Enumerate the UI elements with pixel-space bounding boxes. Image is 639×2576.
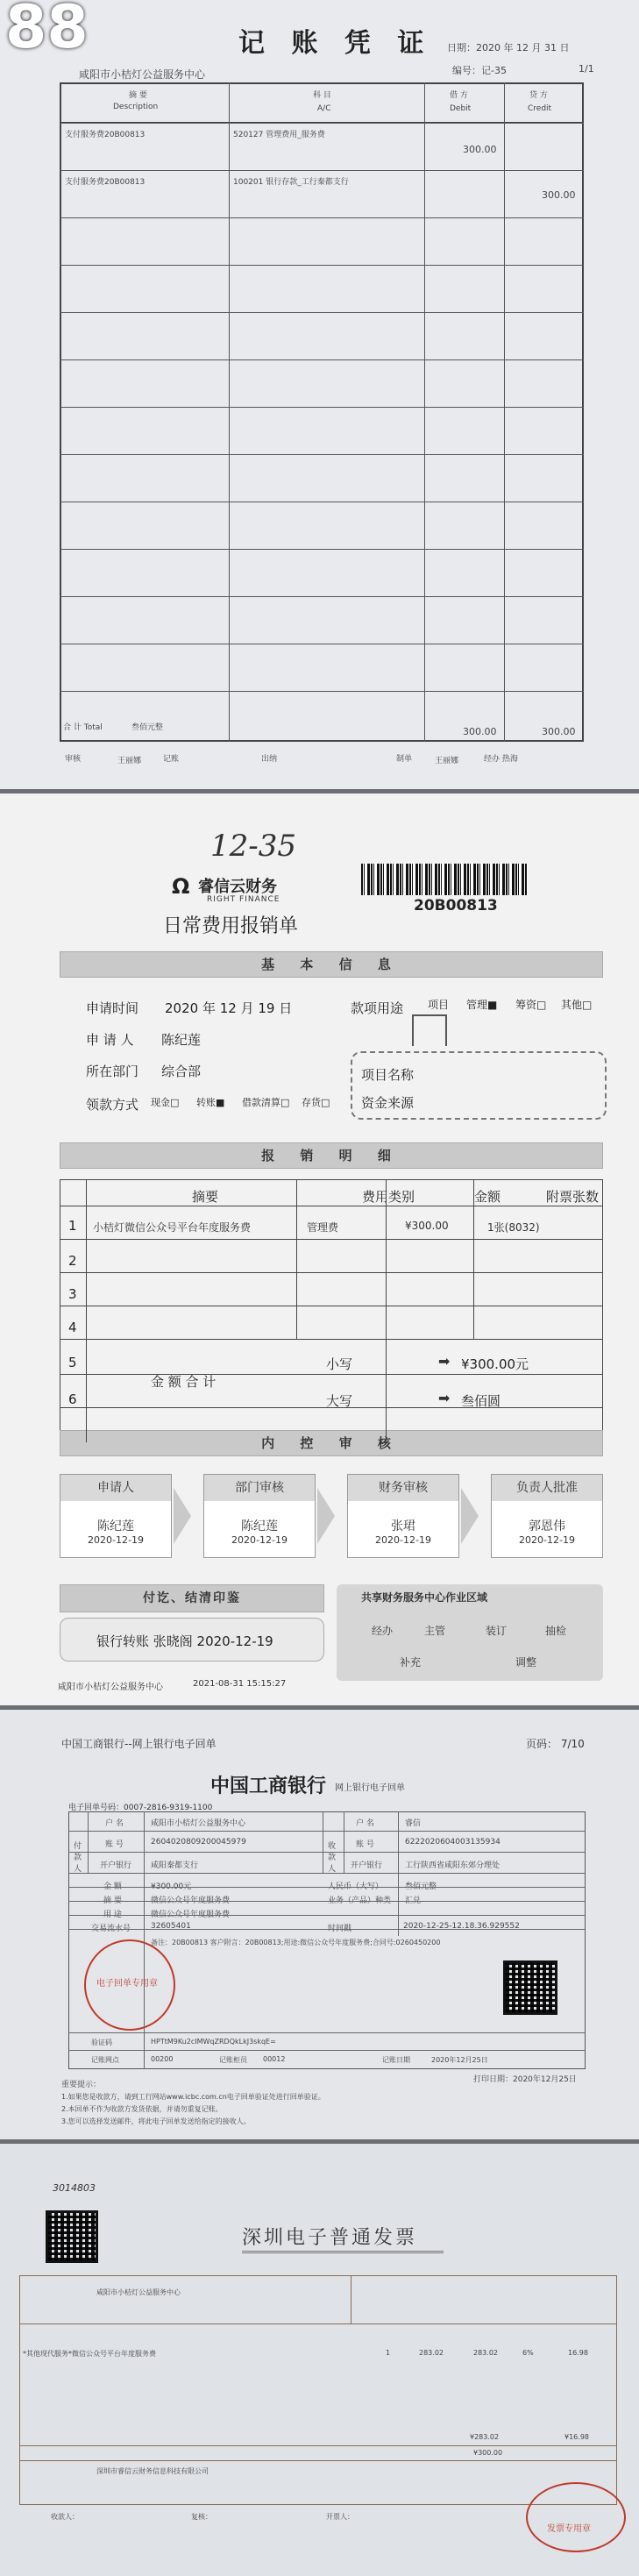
- amount-label: 金 额: [103, 1882, 122, 1891]
- summary-value: 微信公众号年度服务费: [151, 1896, 231, 1905]
- control-step-name: 张珺: [391, 1519, 415, 1534]
- control-step-title: 部门审核: [204, 1475, 315, 1501]
- control-step-date: 2020-12-19: [231, 1534, 288, 1546]
- voucher-total-words: 叁佰元整: [131, 723, 164, 732]
- pay-option-stock: 存货□: [302, 1097, 330, 1108]
- serial-label: 交易流水号: [91, 1925, 131, 1933]
- bank-page-info: 页码： 7/10: [526, 1738, 585, 1750]
- print-footer-time: 2021-08-31 15:15:27: [193, 1679, 287, 1689]
- purpose-option-other: 其他□: [561, 999, 593, 1011]
- detail-row-1-no: 1: [68, 1218, 77, 1234]
- voucher-row-line: [60, 596, 584, 597]
- shared-item-supervisor: 主管: [424, 1625, 446, 1637]
- payee-account-label: 账 号: [356, 1840, 374, 1849]
- reminder-title: 重要提示：: [61, 2081, 102, 2089]
- invoice-title: 深圳电子普通发票: [242, 2227, 418, 2249]
- bank-receipt-no: 电子回单号码：0007-2816-9319-1100: [68, 1804, 213, 1812]
- invoice-cipher-area: [351, 2275, 617, 2324]
- detail-row-4-no: 4: [68, 1320, 77, 1335]
- invoice-tax: 16.98: [568, 2349, 588, 2357]
- summary-label: 摘 要: [103, 1896, 122, 1905]
- project-name-label: 项目名称: [361, 1067, 415, 1083]
- voucher-col-line: [424, 82, 425, 742]
- detail-row-line: [60, 1272, 603, 1273]
- detail-row-line: [60, 1339, 603, 1340]
- payee-bank-label: 开户银行: [351, 1861, 383, 1870]
- detail-head-attach: 附票张数: [546, 1189, 600, 1205]
- detail-row-1-category: 管理费: [307, 1221, 339, 1234]
- voucher-footer-maker: 王丽娜: [435, 757, 459, 765]
- purpose-option-manage: 管理■: [466, 999, 498, 1011]
- big-arrow-icon: ➡: [438, 1390, 451, 1406]
- voucher-footer-cashier: 出纳: [261, 755, 278, 764]
- voucher-row-line: [60, 170, 584, 171]
- voucher-org: 咸阳市小桔灯公益服务中心: [79, 68, 206, 81]
- control-step: [347, 1474, 459, 1558]
- bank-col-line: [144, 1811, 145, 2069]
- record-date-value: 2020年12月25日: [431, 2056, 488, 2064]
- shared-item-check: 抽检: [545, 1625, 567, 1637]
- control-step-title: 财务审核: [348, 1475, 458, 1501]
- detail-head-category: 费用类别: [362, 1189, 415, 1205]
- voucher-row-line: [60, 407, 584, 408]
- invoice-seller-name: 深圳市睿信云财务信息科技有限公司: [96, 2467, 209, 2475]
- shared-area-title: 共享财务服务中心作业区域: [361, 1591, 488, 1604]
- bank-memo: 备注：20B00813 客户附言：20B00813;用途:微信公众号年度服务费;合同号:0260450200: [151, 1939, 441, 1946]
- col-subject-head: 科 目 A/C: [229, 82, 425, 123]
- voucher-footer-handler: 经办 热海: [484, 755, 518, 764]
- reminder-1: 1.如果您是收款方，请到工行网站www.icbc.com.cn电子回单验证处进行回单验证。: [61, 2093, 325, 2101]
- payee-account: 6222020604003135934: [405, 1838, 501, 1847]
- purpose-option-fund: 筹资□: [515, 999, 547, 1011]
- record-value: 00200: [151, 2055, 174, 2063]
- use-value: 微信公众号年度服务费: [151, 1911, 231, 1919]
- reminder-3: 3.您可以选择发送邮件，将此电子回单发送给指定的接收人。: [61, 2117, 251, 2125]
- bank-qr-code: [503, 1960, 557, 2015]
- payer-name-label: 户 名: [105, 1819, 124, 1828]
- invoice-issuer: 开票人：: [326, 2513, 354, 2521]
- invoice-total-tax: ¥16.98: [564, 2433, 589, 2441]
- voucher-row-line: [60, 217, 584, 218]
- invoice-tax-rate: 6%: [522, 2349, 534, 2357]
- detail-row-5-no: 5: [68, 1355, 77, 1370]
- pay-option-loan: 借款清算□: [242, 1097, 290, 1108]
- payee-name: 睿信: [405, 1819, 422, 1828]
- shared-item-binding: 装订: [486, 1625, 508, 1637]
- payer-label: 付款人: [74, 1842, 82, 1874]
- voucher-row-2-subject: 100201 银行存款_工行秦都支行: [233, 178, 349, 187]
- col-credit-head: 贷 方 Credit: [504, 82, 584, 123]
- detail-col-line: [86, 1179, 87, 1442]
- use-label: 用 途: [103, 1911, 122, 1919]
- voucher-row-1-summary: 支付服务费20B00813: [65, 131, 146, 139]
- accounting-voucher: [0, 0, 639, 789]
- voucher-title: 记 账 凭 证: [238, 28, 433, 59]
- voucher-row-1-subject: 520127 管理费用_服务费: [233, 131, 325, 139]
- detail-row-line: [60, 1374, 603, 1375]
- detail-row-1-amount: ¥300.00: [405, 1220, 449, 1232]
- amount-cn-value: 叁佰元整: [405, 1882, 437, 1891]
- dept-value: 综合部: [161, 1064, 202, 1079]
- amount-cn-label: 人民币（大写）: [328, 1882, 384, 1891]
- detail-row-3-no: 3: [68, 1286, 77, 1302]
- bank-row-line: [68, 2032, 586, 2033]
- detail-head-amount: 金额: [474, 1189, 501, 1205]
- timestamp-value: 2020-12-25-12.18.36.929552: [403, 1922, 520, 1931]
- bank-row-line: [68, 1873, 586, 1874]
- page-number: 88: [5, 0, 89, 62]
- control-step-date: 2020-12-19: [88, 1534, 144, 1546]
- invoice-buyer-name: 咸阳市小桔灯公益服务中心: [96, 2288, 181, 2296]
- control-step-date: 2020-12-19: [519, 1534, 575, 1546]
- teller-value: 00012: [263, 2055, 286, 2063]
- control-step-name: 郭恩伟: [529, 1519, 565, 1534]
- control-step-date: 2020-12-19: [375, 1534, 431, 1546]
- record-label: 记账网点: [91, 2056, 119, 2064]
- voucher-row-line: [60, 123, 584, 124]
- pay-option-transfer: 转账■: [196, 1097, 225, 1108]
- serial-value: 32605401: [151, 1922, 191, 1931]
- invoice-stamp: [526, 2482, 626, 2552]
- invoice-handwritten: 3014803: [53, 2182, 96, 2194]
- teller-label: 记账柜员: [219, 2056, 247, 2064]
- bank-row-line: [68, 1901, 586, 1902]
- logo-icon: Ω: [172, 874, 190, 899]
- payer-account: 2604020809200045979: [151, 1838, 246, 1847]
- amount-value: ¥300.00元: [151, 1882, 192, 1891]
- voucher-row-line: [60, 454, 584, 455]
- barcode-number: 20B00813: [414, 897, 498, 914]
- control-step: [491, 1474, 603, 1558]
- voucher-row-line: [60, 265, 584, 266]
- product-value: 汇兑: [405, 1896, 422, 1905]
- verify-label: 验证码: [91, 2039, 112, 2046]
- voucher-footer-maker-label: 制单: [396, 755, 413, 764]
- voucher-row-line: [60, 691, 584, 692]
- payer-bank: 咸阳秦都支行: [151, 1861, 199, 1870]
- bank-col-line: [88, 1811, 89, 1873]
- apply-time-label: 申请时间: [86, 1000, 139, 1016]
- invoice: [0, 2144, 639, 2576]
- product-label: 业务（产品）种类: [328, 1896, 392, 1905]
- detail-header: 报 销 明 细: [60, 1142, 603, 1169]
- bank-row-line: [68, 1831, 586, 1832]
- step-arrow-icon: [461, 1488, 479, 1544]
- payment-stamp-text: 银行转账 张晓阁 2020-12-19: [96, 1633, 273, 1649]
- detail-row-line: [60, 1407, 603, 1408]
- voucher-number: 编号：记-35: [452, 65, 507, 76]
- handwritten-number: 12-35: [210, 829, 297, 864]
- bank-row-line: [68, 1852, 586, 1853]
- control-step-title: 负责人批准: [492, 1475, 602, 1501]
- bank-row-line: [68, 1929, 586, 1930]
- bank-col-line: [398, 1811, 399, 1936]
- detail-col-line: [296, 1179, 297, 1339]
- bank-row-line: [68, 1915, 586, 1916]
- payer-account-label: 账 号: [105, 1840, 124, 1849]
- purpose-option-project: 项目: [428, 999, 450, 1011]
- logo-text-en: RIGHT FINANCE: [207, 895, 280, 904]
- detail-row-1-summary: 小桔灯微信公众号平台年度服务费: [93, 1221, 252, 1234]
- fund-source-label: 资金来源: [361, 1095, 415, 1111]
- bank-name: 中国工商银行: [210, 1775, 327, 1797]
- invoice-qr-code: [46, 2210, 98, 2263]
- dept-label: 所在部门: [86, 1064, 139, 1079]
- control-step: [203, 1474, 316, 1558]
- big-label: 大写: [326, 1393, 353, 1409]
- detail-col-line: [473, 1179, 474, 1339]
- voucher-footer-reviewer: 王丽娜: [117, 757, 142, 765]
- voucher-date: 日期：2020 年 12 月 31 日: [447, 42, 570, 53]
- logo-text: 睿信云财务: [198, 878, 277, 896]
- voucher-footer-reviewer-label: 审核: [65, 755, 82, 764]
- detail-row-line: [60, 1239, 603, 1240]
- voucher-pages: 1/1: [579, 63, 594, 75]
- detail-row-2-no: 2: [68, 1253, 77, 1269]
- barcode: [361, 864, 528, 895]
- voucher-footer-bookkeeper: 记账: [163, 755, 180, 764]
- basic-info-header: 基 本 信 息: [60, 951, 603, 978]
- detail-row-1-attach: 1张(8032): [487, 1221, 540, 1234]
- payee-label: 收款人: [328, 1842, 337, 1874]
- expense-form: [0, 793, 639, 1705]
- invoice-quantity: 1: [386, 2349, 391, 2357]
- step-arrow-icon: [174, 1488, 191, 1544]
- detail-head-summary: 摘要: [192, 1189, 219, 1205]
- detail-row-6-no: 6: [68, 1391, 77, 1407]
- detail-col-line: [386, 1179, 387, 1442]
- small-arrow-icon: ➡: [438, 1353, 451, 1370]
- payer-bank-label: 开户银行: [100, 1861, 132, 1870]
- shared-item-supplement: 补充: [400, 1656, 422, 1669]
- bank-row-line: [68, 2050, 586, 2051]
- timestamp-label: 时间戳: [328, 1925, 352, 1933]
- payee-bank: 工行陕西省咸阳东郊分理处: [405, 1861, 501, 1870]
- voucher-col-line: [504, 82, 505, 742]
- bank-row-line: [68, 1887, 586, 1888]
- invoice-amount: 283.02: [473, 2349, 498, 2357]
- apply-time-value: 2020 年 12 月 19 日: [165, 1000, 293, 1016]
- bank-stamp-text: 电子回单专用章: [96, 1979, 158, 1989]
- print-footer-org: 咸阳市小桔灯公益服务中心: [58, 1683, 163, 1692]
- invoice-total: ¥283.02: [470, 2433, 500, 2441]
- bank-top-left: 中国工商银行--网上银行电子回单: [61, 1738, 217, 1750]
- invoice-grand-total: ¥300.00: [473, 2449, 503, 2457]
- big-value: 叁佰圆: [461, 1393, 501, 1409]
- voucher-total-label: 合 计 Total: [63, 723, 103, 732]
- voucher-row-line: [60, 549, 584, 550]
- voucher-row-line: [60, 359, 584, 360]
- pay-option-cash: 现金□: [151, 1097, 180, 1108]
- bank-receipt: [0, 1710, 639, 2139]
- step-arrow-icon: [317, 1488, 335, 1544]
- voucher-row-2-summary: 支付服务费20B00813: [65, 178, 146, 187]
- invoice-payee: 收款人：: [51, 2513, 79, 2521]
- bank-subtitle: 网上银行电子回单: [335, 1783, 405, 1793]
- verify-value: HPTtM9Ku2cIMWqZRDQkLkJ3skqE=: [151, 2038, 276, 2046]
- voucher-col-line: [229, 82, 230, 742]
- invoice-title-underline: [242, 2251, 444, 2253]
- pay-method-label: 领款方式: [86, 1097, 139, 1113]
- form-title: 日常费用报销单: [163, 915, 299, 937]
- invoice-stamp-text: 发票专用章: [547, 2524, 591, 2534]
- col-summary-head: 摘 要 Description: [60, 82, 230, 123]
- col-debit-head: 借 方 Debit: [424, 82, 505, 123]
- small-label: 小写: [326, 1356, 353, 1372]
- control-step: [60, 1474, 172, 1558]
- control-step-name: 陈纪莲: [241, 1519, 278, 1534]
- purpose-label: 款项用途: [351, 1000, 404, 1016]
- voucher-row-line: [60, 312, 584, 313]
- voucher-row-1-debit: 300.00: [463, 144, 497, 155]
- invoice-reviewer: 复核：: [191, 2513, 212, 2521]
- invoice-unit-price: 283.02: [419, 2349, 444, 2357]
- project-box-arrow: [412, 1014, 447, 1046]
- invoice-item: *其他现代服务*微信公众号平台年度服务费: [23, 2350, 156, 2358]
- payment-stamp-header: 付讫、结清印鉴: [60, 1584, 324, 1612]
- voucher-row-2-credit: 300.00: [542, 189, 576, 201]
- payer-name: 咸阳市小桔灯公益服务中心: [151, 1819, 246, 1828]
- invoice-grand-total-row: [19, 2445, 617, 2461]
- shared-item-handler: 经办: [372, 1625, 394, 1637]
- voucher-total-debit: 300.00: [463, 726, 497, 737]
- voucher-total-credit: 300.00: [542, 726, 576, 737]
- payee-name-label: 户 名: [356, 1819, 374, 1828]
- shared-item-adjust: 调整: [515, 1656, 537, 1669]
- control-step-name: 陈纪莲: [97, 1519, 134, 1534]
- control-header: 内 控 审 核: [60, 1430, 603, 1456]
- print-date: 打印日期：2020年12月25日: [473, 2075, 577, 2084]
- small-value: ¥300.00元: [461, 1356, 529, 1372]
- control-step-title: 申请人: [60, 1475, 171, 1501]
- record-date-label: 记账日期: [382, 2056, 410, 2064]
- reminder-2: 2.本回单不作为收款方发货依据，并请勿重复记账。: [61, 2105, 223, 2113]
- total-amount-label: 金 额 合 计: [151, 1374, 217, 1390]
- applicant-label: 申 请 人: [86, 1032, 134, 1048]
- applicant-value: 陈纪莲: [161, 1032, 202, 1048]
